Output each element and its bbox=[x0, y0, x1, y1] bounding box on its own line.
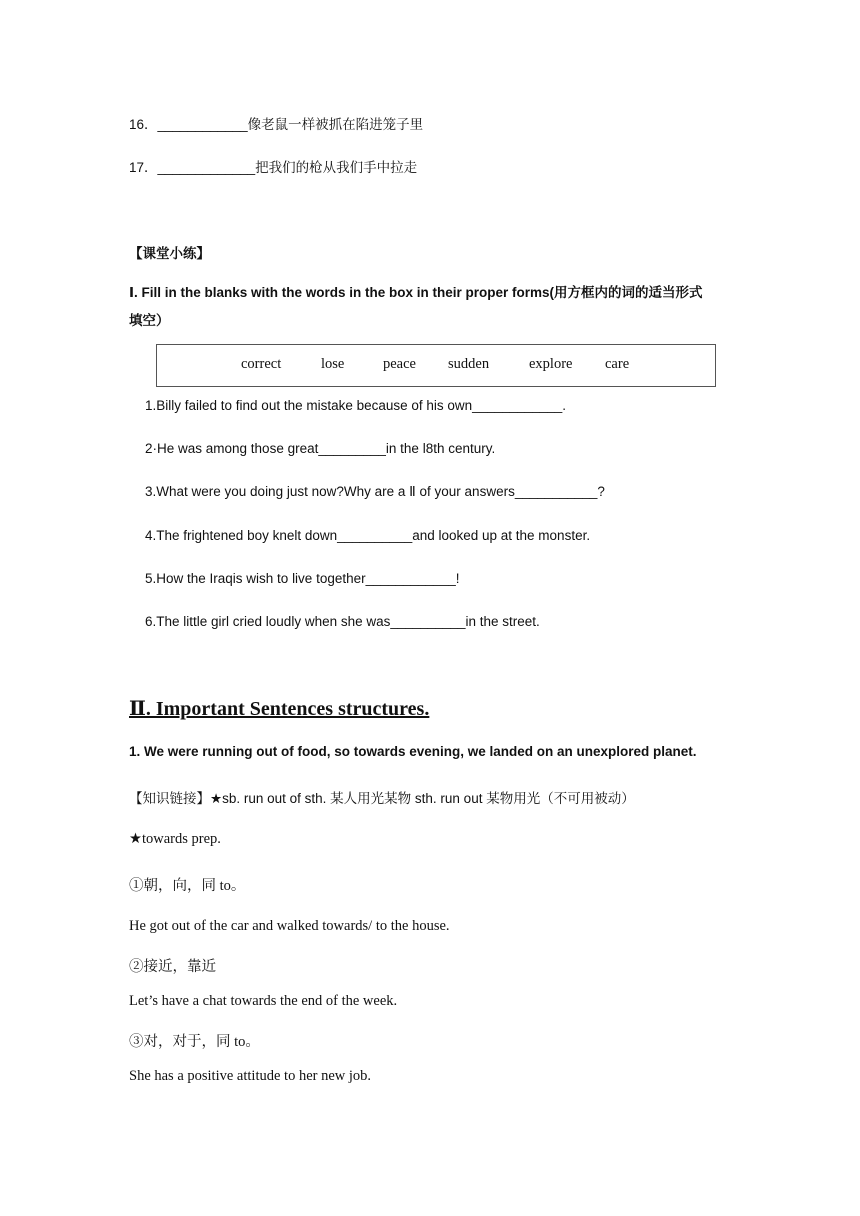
item-text: 像老鼠一样被抓在陷进笼子里 bbox=[247, 117, 424, 132]
fill-blank-question-2: 2·He was among those great_________in the l8th century. bbox=[145, 441, 496, 456]
example-2: Let’s have a chat towards the end of the week. bbox=[129, 993, 398, 1009]
section2-title: Ⅱ. Important Sentences structures. bbox=[129, 698, 430, 720]
fill-blank-question-6: 6.The little girl cried loudly when she was__________in the street. bbox=[145, 614, 540, 629]
word-box bbox=[156, 344, 716, 387]
fill-blank-question-5: 5.How the Iraqis wish to live together____________! bbox=[145, 571, 460, 586]
knowledge-link-prefix: 【知识链接】 bbox=[129, 791, 210, 806]
practice-heading: 【课堂小练】 bbox=[129, 246, 210, 261]
fill-blank-question-4: 4.The frightened boy knelt down__________and looked up at the monster. bbox=[145, 528, 591, 543]
key-sentence-1: 1. We were running out of food, so towards evening, we landed on an unexplored planet. bbox=[129, 744, 697, 759]
item-number: 16． bbox=[129, 117, 158, 132]
fill-blank-question-1: 1.Billy failed to find out the mistake because of his own____________. bbox=[145, 398, 567, 413]
item-number: 17． bbox=[129, 160, 158, 175]
towards-label: ★towards prep. bbox=[129, 831, 221, 847]
knowledge-link-text: ★sb. run out of sth. 某人用光某物 sth. run out 某物用光（不可用被动） bbox=[210, 791, 635, 806]
item-text: 把我们的枪从我们手中拉走 bbox=[255, 160, 418, 175]
example-3: She has a positive attitude to her new job. bbox=[129, 1068, 372, 1084]
meaning-2: ②接近，靠近 bbox=[129, 959, 216, 975]
knowledge-link bbox=[129, 787, 635, 807]
word-box-word: correct bbox=[241, 356, 282, 372]
meaning-1: ①朝，向，同 to。 bbox=[129, 878, 246, 894]
example-1: He got out of the car and walked towards/ to the house. bbox=[129, 918, 450, 934]
translation-item-16 bbox=[129, 113, 423, 133]
fill-blank-question-3: 3.What were you doing just now?Why are a Ⅱ of your answers___________? bbox=[145, 484, 605, 499]
word-box-word: peace bbox=[383, 356, 416, 372]
word-box-word: lose bbox=[321, 356, 345, 372]
section1-title-line1: Ⅰ. Fill in the blanks with the words in the box in their proper forms(用方框内的词的适当形式 bbox=[129, 285, 703, 300]
translation-item-17 bbox=[129, 156, 417, 176]
meaning-3: ③对，对于，同 to。 bbox=[129, 1034, 260, 1050]
word-box-word: sudden bbox=[448, 356, 490, 372]
word-box-word: explore bbox=[529, 356, 573, 372]
section1-title-line2: 填空） bbox=[129, 313, 170, 328]
answer-blank: _____________ bbox=[157, 160, 256, 175]
answer-blank: ____________ bbox=[157, 117, 248, 132]
word-box-word: care bbox=[605, 356, 630, 372]
